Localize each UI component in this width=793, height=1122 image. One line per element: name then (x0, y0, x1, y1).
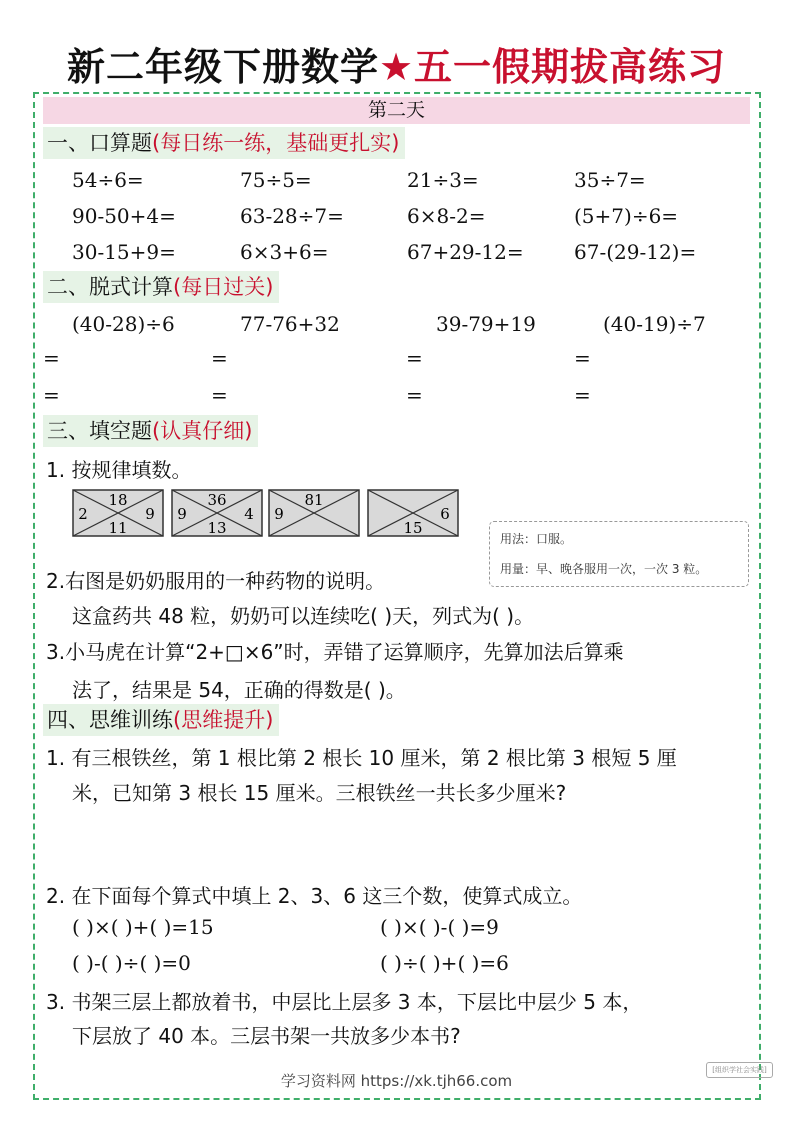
section-tag: (每日练一练，基础更扎实) (152, 131, 400, 155)
think-question-3-line1: 3. 书架三层上都放着书，中层比上层多 3 本，下层比中层少 5 本， (46, 990, 643, 1014)
oral-item: 54÷6= (72, 168, 144, 192)
oral-item: 63-28÷7= (240, 204, 344, 228)
equals-sign: = (574, 383, 591, 407)
box-left-number: 9 (274, 505, 284, 523)
equals-sign: = (406, 383, 423, 407)
box-right-number: 6 (440, 505, 450, 523)
section-tag: (认真仔细) (152, 419, 253, 443)
fill-equation: ( )×( )+( )=15 (72, 915, 214, 939)
fill-equation: ( )-( )÷( )=0 (72, 951, 191, 975)
pattern-box-2 (171, 489, 263, 537)
box-bottom-number: 15 (403, 519, 423, 537)
section-heading-stepwise (43, 271, 279, 303)
fill-question-1: 1. 按规律填数。 (46, 458, 192, 482)
box-top-number: 18 (108, 491, 128, 509)
oral-item: 6×3+6= (240, 240, 329, 264)
box-bottom-number: 13 (207, 519, 227, 537)
pattern-box-1 (72, 489, 164, 537)
box-right-number: 4 (244, 505, 254, 523)
equals-sign: = (406, 346, 423, 370)
think-question-2: 2. 在下面每个算式中填上 2、3、6 这三个数，使算式成立。 (46, 884, 583, 908)
stepwise-item: 39-79+19 (436, 312, 536, 336)
oral-item: 67+29-12= (407, 240, 524, 264)
think-question-1-line1: 1. 有三根铁丝，第 1 根比第 2 根长 10 厘米，第 2 根比第 3 根短 5 厘 (46, 746, 677, 770)
section-title: 一、口算题 (47, 131, 152, 155)
stepwise-item: (40-19)÷7 (603, 312, 706, 336)
star-icon: ★ (378, 45, 415, 89)
section-title: 二、脱式计算 (47, 275, 173, 299)
day-banner: 第二天 (43, 97, 750, 124)
section-tag: (每日过关) (173, 275, 274, 299)
oral-item: 6×8-2= (407, 204, 486, 228)
box-left-number: 9 (177, 505, 187, 523)
think-question-3-line2: 下层放了 40 本。三层书架一共放多少本书? (72, 1024, 461, 1048)
footer-source: 学习资料网 https://xk.tjh66.com (280, 1072, 513, 1090)
fill-equation: ( )÷( )+( )=6 (380, 951, 509, 975)
medicine-note (489, 521, 749, 587)
oral-item: (5+7)÷6= (574, 204, 679, 228)
stepwise-item: 77-76+32 (240, 312, 340, 336)
equals-sign: = (43, 346, 60, 370)
section-title: 三、填空题 (47, 419, 152, 443)
section-heading-fill (43, 415, 258, 447)
section-heading-thinking (43, 704, 279, 736)
oral-item: 75÷5= (240, 168, 312, 192)
page-title (0, 36, 793, 91)
title-main: 新二年级下册数学 (66, 45, 379, 89)
box-top-number: 36 (207, 491, 227, 509)
fill-equation: ( )×( )-( )=9 (380, 915, 499, 939)
oral-item: 67-(29-12)= (574, 240, 697, 264)
note-dosage: 用量：早、晚各服用一次，一次 3 粒。 (500, 562, 708, 576)
title-highlight: 五一假期拔高练习 (414, 45, 727, 89)
fill-question-2-line1: 2.右图是奶奶服用的一种药物的说明。 (46, 569, 386, 593)
equals-sign: = (574, 346, 591, 370)
corner-stamp: [组织学社会实践] (706, 1062, 773, 1078)
note-usage: 用法：口服。 (500, 532, 573, 546)
box-top-number: 81 (304, 491, 324, 509)
section-heading-oral (43, 127, 405, 159)
equals-sign: = (211, 346, 228, 370)
oral-item: 21÷3= (407, 168, 479, 192)
fill-question-3-line1: 3.小马虎在计算“2+□×6”时，弄错了运算顺序，先算加法后算乘 (46, 640, 624, 664)
fill-question-2-line2: 这盒药共 48 粒，奶奶可以连续吃( )天，列式为( )。 (72, 604, 535, 628)
oral-item: 35÷7= (574, 168, 646, 192)
box-bottom-number: 11 (108, 519, 128, 537)
section-tag: (思维提升) (173, 708, 274, 732)
equals-sign: = (43, 383, 60, 407)
box-right-number: 9 (145, 505, 155, 523)
section-title: 四、思维训练 (47, 708, 173, 732)
equals-sign: = (211, 383, 228, 407)
oral-item: 30-15+9= (72, 240, 176, 264)
pattern-box-4 (367, 489, 459, 537)
pattern-box-3 (268, 489, 360, 537)
oral-item: 90-50+4= (72, 204, 176, 228)
think-question-1-line2: 米，已知第 3 根长 15 厘米。三根铁丝一共长多少厘米? (72, 781, 567, 805)
stepwise-item: (40-28)÷6 (72, 312, 175, 336)
fill-question-3-line2: 法了，结果是 54，正确的得数是( )。 (72, 678, 406, 702)
box-left-number: 2 (78, 505, 88, 523)
